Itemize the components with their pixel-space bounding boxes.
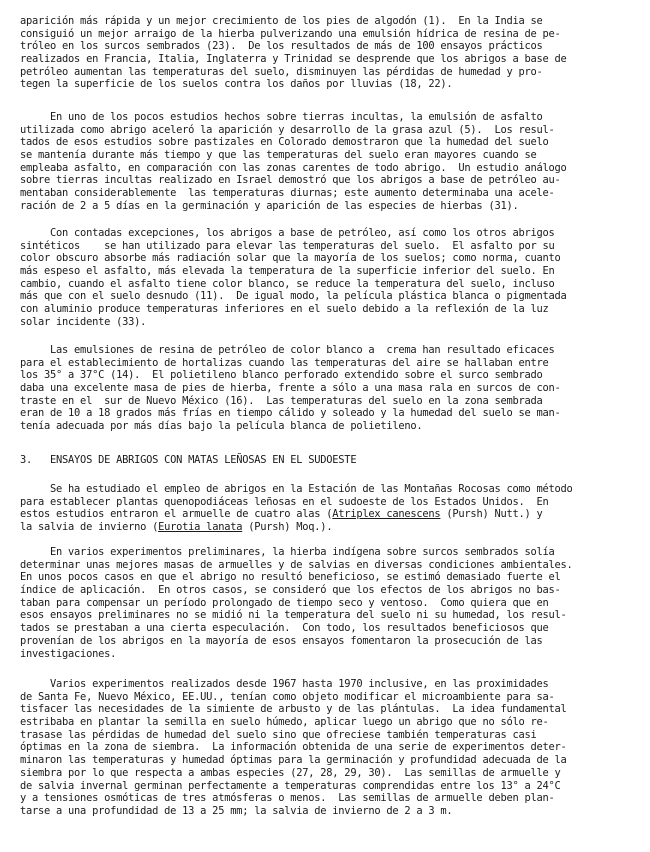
text-line: siembra por lo que respecta a ambas especies (27, 28, 29, 30). Las semillas de armuelle y — [20, 766, 561, 779]
text-line: tróleo en los surcos sembrados (23). De los resultados de más de 100 ensayos prácticos — [20, 40, 543, 53]
text-line: tados de esos estudios sobre pastizales en Colorado demostraron que la humedad del suelo — [20, 136, 549, 149]
text-line: tisfacer las necesidades de la simiente de arbusto y de las plántulas. La idea fundamental — [20, 703, 567, 716]
text-line: consiguió un mejor arraigo de la hierba pulverizando una emulsión hídrica de resina de pe- — [20, 27, 561, 40]
text-line: taban para compensar un período prolongado de tiempo seco y ventoso. Como quiera que en — [20, 596, 549, 609]
text-line: de Santa Fe, Nuevo México, EE.UU., tenían como objeto modificar el microambiente para sa- — [20, 690, 555, 703]
text-line: la salvia de invierno (Eurotia lanata (Pursh) Moq.). — [20, 521, 333, 534]
text-line: de salvia invernal germinan perfectamente a temperaturas comprendidas entre los 13° a 24°C — [20, 779, 561, 792]
text-line: En uno de los pocos estudios hechos sobre tierras incultas, la emulsión de asfalto — [20, 111, 543, 123]
text-line: esos ensayos preliminares no se midió ni la temperatura del suelo ni su humedad, los resul- — [20, 609, 567, 622]
text-line: investigaciones. — [20, 647, 117, 660]
text-line: Se ha estudiado el empleo de abrigos en la Estación de las Montañas Rocosas como método — [20, 483, 573, 495]
text-line: aparición más rápida y un mejor crecimiento de los pies de algodón (1). En la India se — [20, 15, 543, 27]
text-line: para el establecimiento de hortalizas cuando las temperaturas del aire se hallaban entre — [20, 356, 549, 369]
text-line: eran de 10 a 18 grados más frías en tiempo cálido y soleado y la humedad del suelo se man- — [20, 407, 561, 420]
section-heading-3 — [20, 454, 356, 467]
paragraph-2 — [20, 111, 567, 213]
text-line: se mantenía durante más tiempo y que las temperaturas del suelo eran mayores cuando se — [20, 149, 537, 162]
text-line: y a tensiones osmóticas de tres atmósferas o menos. Las semillas de armuelle deben plan- — [20, 792, 555, 805]
text-line: tarse a una profundidad de 13 a 25 mm; la salvia de invierno de 2 a 3 m. — [20, 804, 453, 817]
paragraph-5 — [20, 483, 573, 534]
text-line: más que con el suelo desnudo (11). De igual modo, la película plástica blanca o pigmentada — [20, 290, 567, 303]
text-line: empleaba asfalto, en comparación con las zonas carentes de todo abrigo. Un estudio análogo — [20, 161, 567, 174]
text-line: utilizada como abrigo aceleró la aparición y desarrollo de la grasa azul (5). Los resul- — [20, 123, 555, 136]
text-line: tados se prestaban a una cierta especulación. Con todo, los resultados beneficiosos que — [20, 622, 549, 635]
text-line: Las emulsiones de resina de petróleo de color blanco a crema han resultado eficaces — [20, 344, 555, 356]
text-line: sintéticos se han utilizado para elevar las temperaturas del suelo. El asfalto por su — [20, 239, 555, 252]
text-line: para establecer plantas quenopodiáceas leñosas en el sudoeste de los Estados Unidos. En — [20, 495, 549, 508]
text-line: En varios experimentos preliminares, la hierba indígena sobre surcos sembrados solía — [20, 546, 555, 558]
text-line: Varios experimentos realizados desde 1967 hasta 1970 inclusive, en las proximidades — [20, 678, 549, 690]
text-line: realizados en Francia, Italia, Inglaterra y Trinidad se desprende que los abrigos a base de — [20, 53, 567, 66]
text-line: cambio, cuando el asfalto tiene color blanco, se reduce la temperatura del suelo, incluso — [20, 277, 555, 290]
paragraph-6 — [20, 546, 573, 660]
text-line: estos estudios entraron el armuelle de cuatro alas (Atriplex canescens (Pursh) Nutt.) y — [20, 508, 543, 521]
text-line: estribaba en plantar la semilla en suelo húmedo, aplicar luego un abrigo que no sólo re- — [20, 716, 549, 729]
text-line: provenían de los abrigos en la mayoría de esos ensayos fomentaron la prosecución de las — [20, 634, 543, 647]
text-line: daba una excelente masa de pies de hierba, frente a sólo a una masa rala en surcos de con- — [20, 382, 561, 395]
text-line: En unos pocos casos en que el abrigo no resultó beneficioso, se estimó demasiado fuerte el — [20, 571, 561, 584]
paragraph-4 — [20, 344, 561, 433]
text-line: trasase las pérdidas de humedad del suelo sino que ofreciese también temperaturas casi — [20, 728, 537, 741]
paragraph-3 — [20, 227, 567, 329]
text-line: Con contadas excepciones, los abrigos a base de petróleo, así como los otros abrigos — [20, 227, 555, 239]
text-line: traste en el sur de Nuevo México (16). Las temperaturas del suelo en la zona sembrada — [20, 394, 543, 407]
text-line: óptimas en la zona de siembra. La información obtenida de una serie de experimentos deter- — [20, 741, 567, 754]
text-line: tegen la superficie de los suelos contra los daños por lluvias (18, 22). — [20, 78, 453, 91]
text-line: 3. ENSAYOS DE ABRIGOS CON MATAS LEÑOSAS EN EL SUDOESTE — [20, 454, 357, 466]
text-line: petróleo aumentan las temperaturas del suelo, disminuyen las pérdidas de humedad y pro- — [20, 65, 543, 78]
text-line: solar incidente (33). — [20, 315, 147, 328]
text-line: color obscuro absorbe más radiación solar que la mayoría de los suelos; como norma, cuanto — [20, 252, 561, 265]
text-line: más espeso el asfalto, más elevada la temperatura de la superficie inferior del suelo. En — [20, 265, 555, 278]
paragraph-7 — [20, 678, 567, 818]
text-line: determinar unas mejores masas de armuelles y de salvias en diversas condiciones ambientales. — [20, 558, 573, 571]
text-line: mentaban considerablemente las temperaturas diurnas; este aumento determinaba una acele- — [20, 187, 555, 200]
text-line: índice de aplicación. En otros casos, se consideró que los efectos de los abrigos no bas- — [20, 584, 561, 597]
text-line: los 35° a 37°C (14). El polietileno blanco perforado extendido sobre el surco sembrado — [20, 369, 543, 382]
paragraph-1 — [20, 15, 567, 91]
species-name: Atriplex canescens — [332, 508, 441, 521]
text-line: ración de 2 a 5 días en la germinación y aparición de las especies de hierbas (31). — [20, 199, 519, 212]
species-name: Eurotia lanata — [158, 521, 243, 534]
text-line: tenía adecuada por más días bajo la película blanca de polietileno. — [20, 420, 423, 433]
text-line: minaron las temperaturas y humedad óptimas para la germinación y profundidad adecuada de la — [20, 754, 567, 767]
text-line: con aluminio produce temperaturas inferiores en el suelo debido a la reflexión de la luz — [20, 303, 549, 316]
text-line: sobre tierras incultas realizado en Israel demostró que los abrigos a base de petróleo au- — [20, 174, 561, 187]
